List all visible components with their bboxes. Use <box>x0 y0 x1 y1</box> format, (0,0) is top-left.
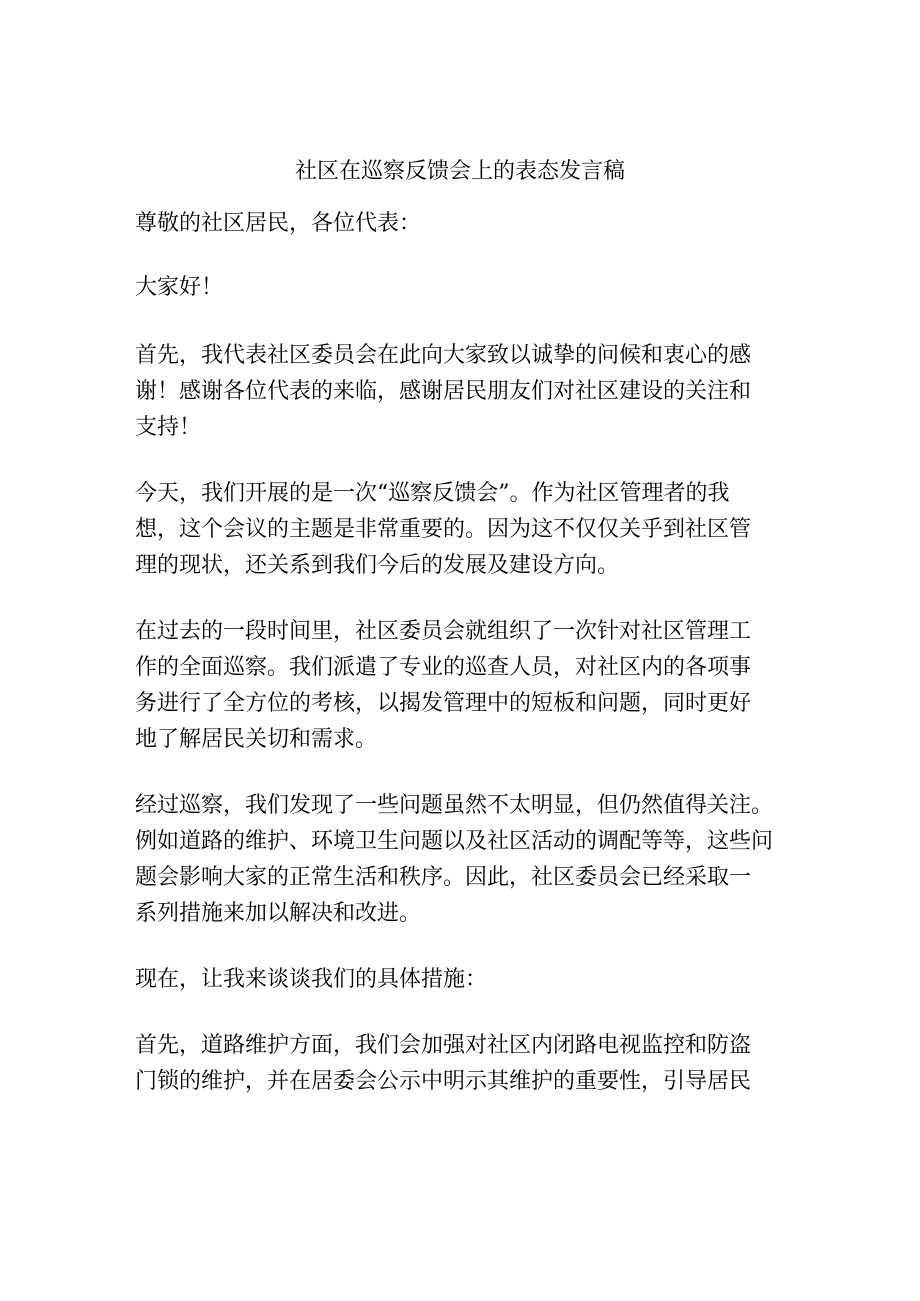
text-line: 在过去的一段时间里，社区委员会就组织了一次针对社区管理工 <box>135 619 752 644</box>
thanks-paragraph <box>135 338 815 446</box>
text-line: 大家好！ <box>135 275 224 300</box>
document-title: 社区在巡察反馈会上的表态发言稿 <box>294 159 625 184</box>
text-line: 支持！ <box>135 415 202 440</box>
text-line: 今天，我们开展的是一次“巡察反馈会”。作为社区管理者的我 <box>135 481 730 506</box>
text-line: 门锁的维护，并在居委会公示中明示其维护的重要性，引导居民 <box>135 1069 752 1094</box>
findings-paragraph <box>135 788 815 932</box>
text-line: 经过巡察，我们发现了一些问题虽然不太明显，但仍然值得关注。 <box>135 793 774 818</box>
text-line: 现在，让我来谈谈我们的具体措施： <box>135 967 488 992</box>
text-line: 首先，我代表社区委员会在此向大家致以诚挚的问候和衷心的感 <box>135 343 752 368</box>
text-line: 务进行了全方位的考核，以揭发管理中的短板和问题，同时更好 <box>135 691 752 716</box>
text-line: 理的现状，还关系到我们今后的发展及建设方向。 <box>135 553 620 578</box>
text-line: 想，这个会议的主题是非常重要的。因为这不仅仅关乎到社区管 <box>135 517 752 542</box>
inspection-background-paragraph <box>135 614 815 758</box>
text-line: 例如道路的维护、环境卫生问题以及社区活动的调配等等，这些问 <box>135 829 774 854</box>
text-line: 谢！感谢各位代表的来临，感谢居民朋友们对社区建设的关注和 <box>135 379 752 404</box>
text-line: 题会影响大家的正常生活和秩序。因此，社区委员会已经采取一 <box>135 865 752 890</box>
text-line: 尊敬的社区居民，各位代表： <box>135 211 422 236</box>
greeting-paragraph <box>135 270 815 306</box>
measures-intro-paragraph <box>135 962 815 998</box>
meeting-intro-paragraph <box>135 476 815 584</box>
salutation-paragraph <box>135 206 815 242</box>
road-maintenance-paragraph <box>135 1028 815 1100</box>
text-line: 首先，道路维护方面，我们会加强对社区内闭路电视监控和防盗 <box>135 1033 752 1058</box>
text-line: 系列措施来加以解决和改进。 <box>135 901 422 926</box>
text-line: 地了解居民关切和需求。 <box>135 727 378 752</box>
text-line: 作的全面巡察。我们派遣了专业的巡查人员，对社区内的各项事 <box>135 655 752 680</box>
